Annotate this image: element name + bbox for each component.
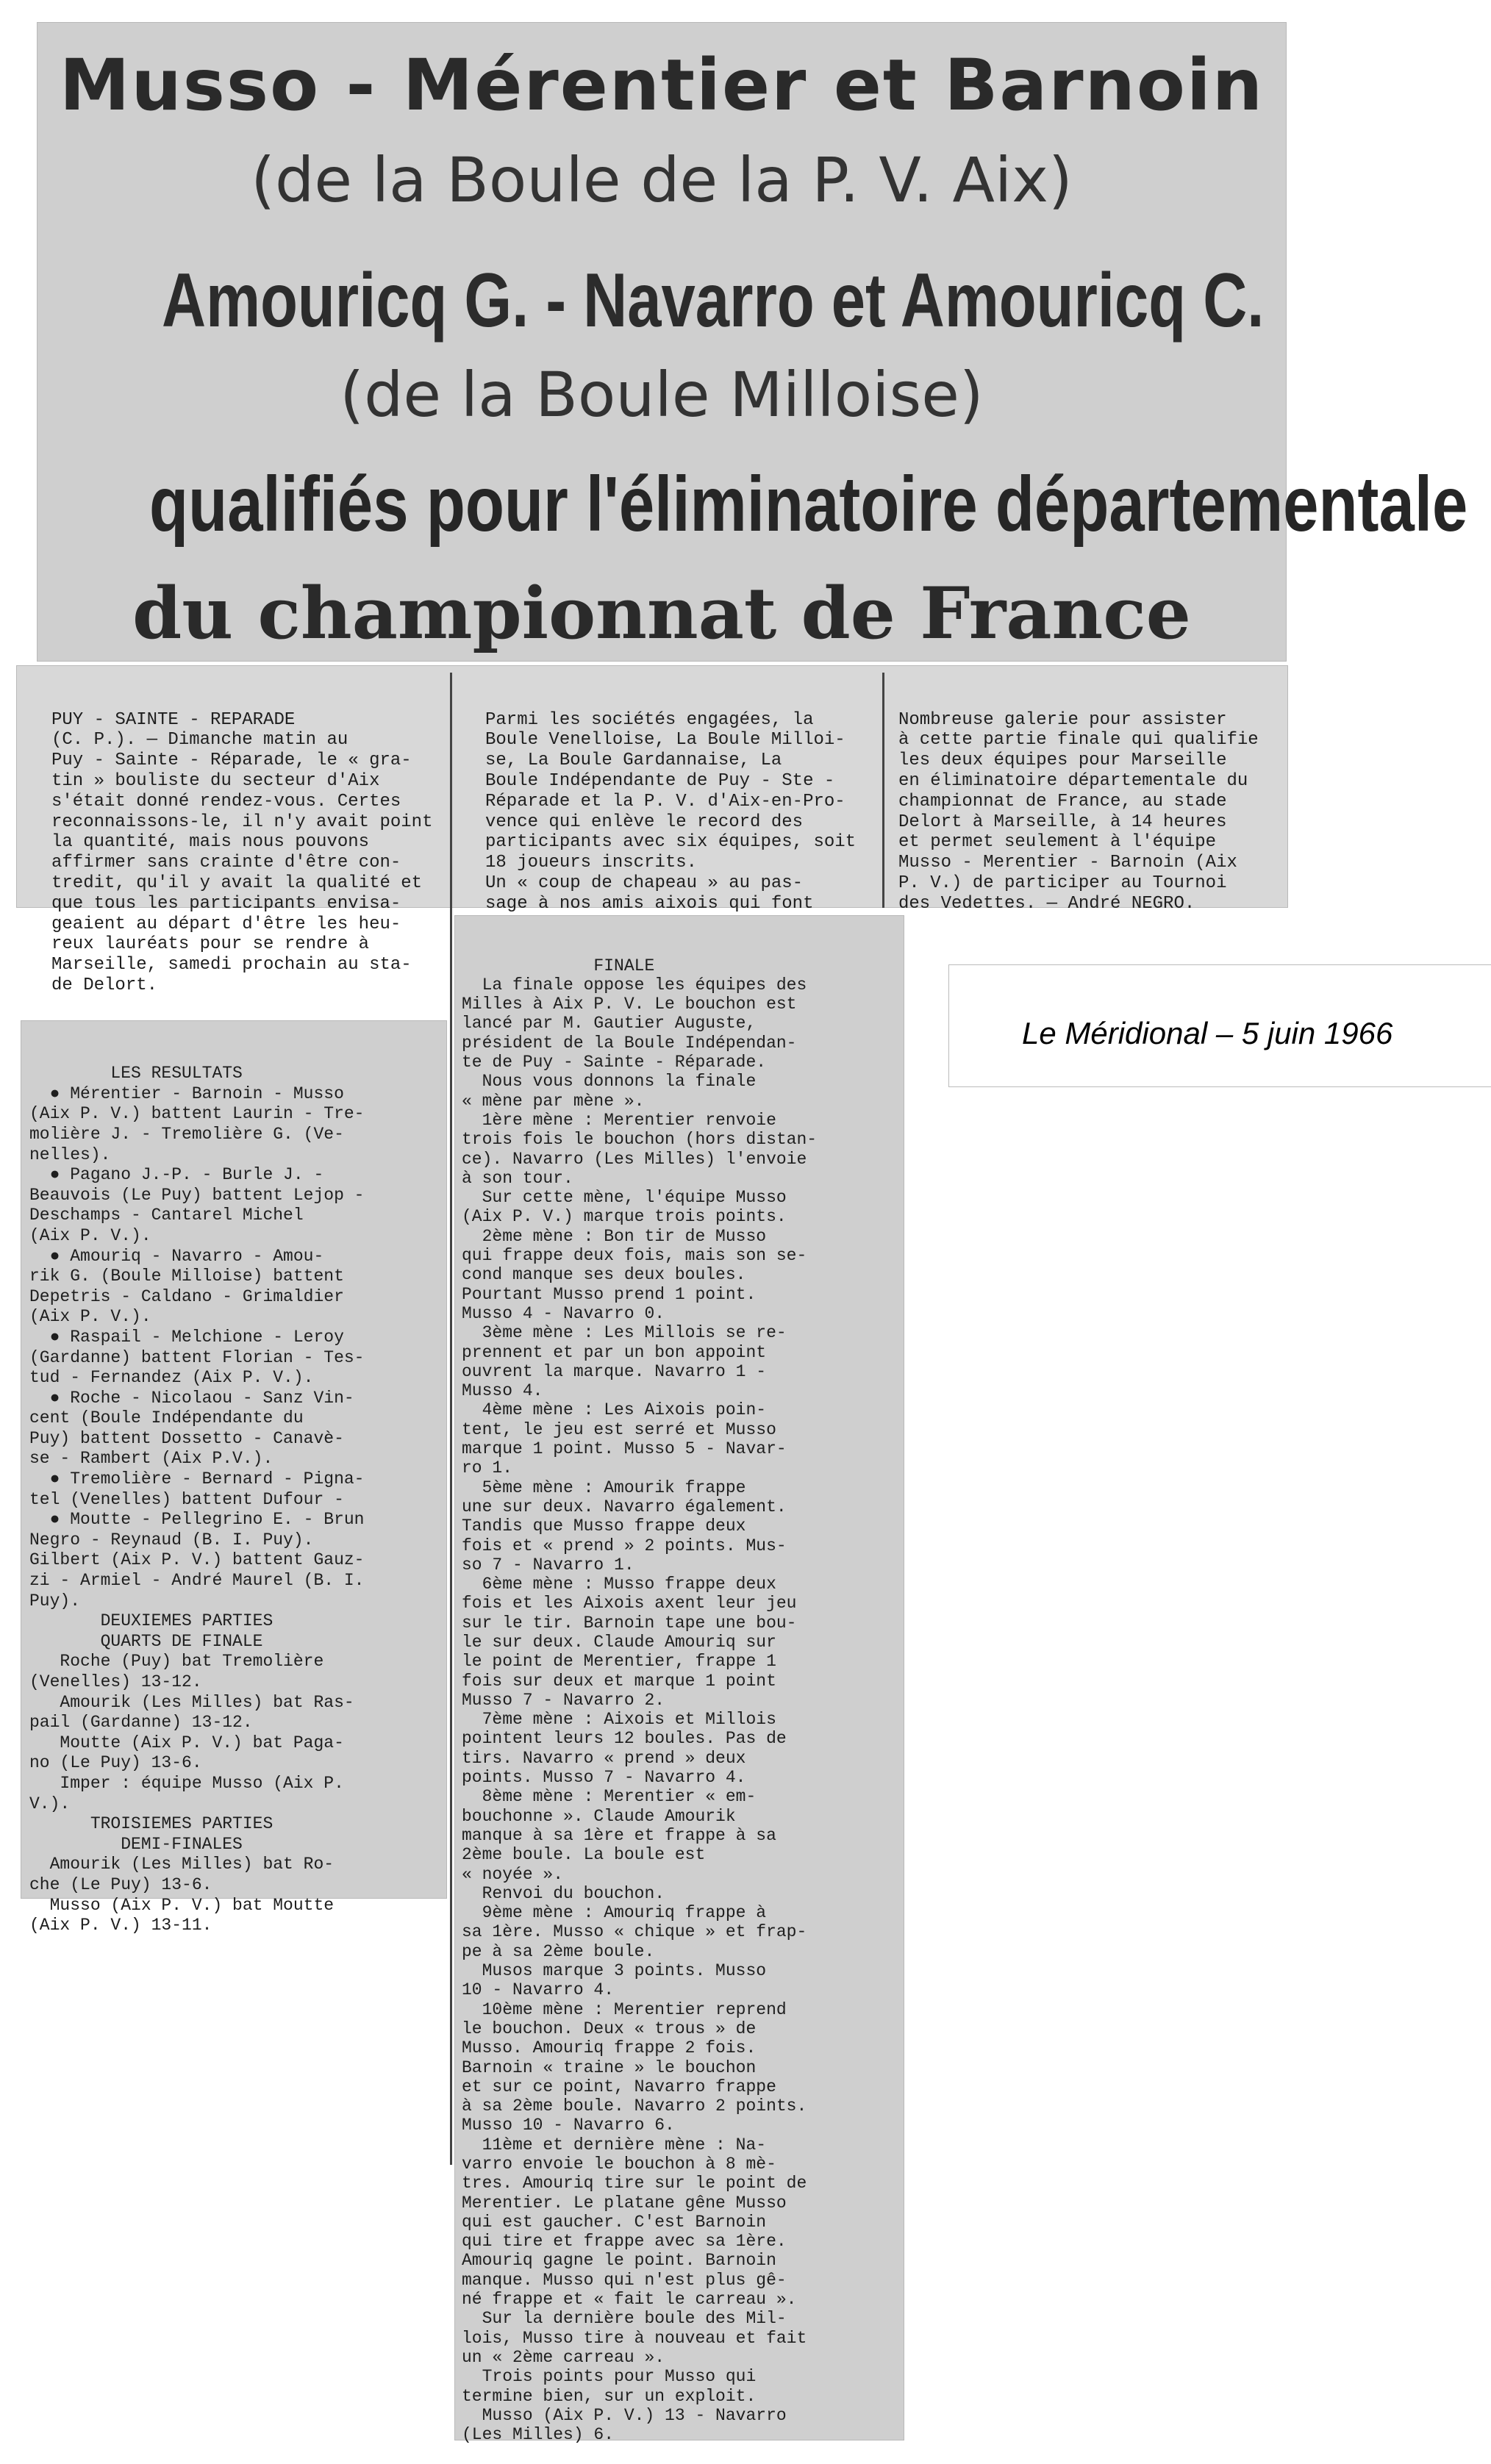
text-line: Musso. Amouriq frappe 2 fois. bbox=[462, 2038, 757, 2058]
text-line: 2ème mène : Bon tir de Musso bbox=[462, 1226, 767, 1246]
text-line: points. Musso 7 - Navarro 4. bbox=[462, 1768, 746, 1788]
byline-top-border bbox=[948, 964, 1491, 965]
intro-column-1 bbox=[51, 669, 432, 1017]
text-line: qui est gaucher. C'est Barnoin bbox=[462, 2212, 767, 2232]
finale-text bbox=[462, 956, 817, 2445]
text-line: que tous les participants envisa- bbox=[51, 893, 401, 914]
text-line: 1ère mène : Merentier renvoie bbox=[462, 1110, 776, 1130]
text-line: nelles). bbox=[29, 1145, 111, 1164]
text-line: Nous vous donnons la finale bbox=[462, 1072, 757, 1092]
text-line: Marseille, samedi prochain au sta- bbox=[51, 955, 412, 975]
text-line: che (Le Puy) 13-6. bbox=[29, 1874, 212, 1894]
text-line: 7ème mène : Aixois et Millois bbox=[462, 1710, 776, 1730]
text-line: ● Roche - Nicolaou - Sanz Vin- bbox=[29, 1388, 354, 1408]
text-line: en éliminatoire départementale du bbox=[898, 770, 1248, 791]
text-line: Trois points pour Musso qui bbox=[462, 2367, 757, 2387]
text-line: ● Moutte - Pellegrino E. - Brun bbox=[29, 1510, 365, 1530]
text-line: reconnaissons-le, il n'y avait point bbox=[51, 812, 433, 832]
text-line: 11ème et dernière mène : Na- bbox=[462, 2135, 767, 2155]
text-line: no (Le Puy) 13-6. bbox=[29, 1753, 202, 1773]
text-line: 10 - Navarro 4. bbox=[462, 1980, 615, 2000]
text-line: Musso 4. bbox=[462, 1381, 543, 1401]
finale-column bbox=[462, 917, 817, 2464]
text-line: « noyée ». bbox=[462, 1864, 564, 1884]
text-line: TROISIEMES PARTIES bbox=[29, 1814, 273, 1834]
text-line: so 7 - Navarro 1. bbox=[462, 1555, 634, 1575]
byline-bottom-border bbox=[948, 1086, 1491, 1087]
text-line: cent (Boule Indépendante du bbox=[29, 1408, 304, 1428]
text-line: fois et les Aixois axent leur jeu bbox=[462, 1594, 797, 1614]
text-line: championnat de France, au stade bbox=[898, 791, 1227, 812]
text-line: « mène par mène ». bbox=[462, 1091, 645, 1111]
text-line: Puy). bbox=[29, 1591, 81, 1611]
text-line: qui frappe deux fois, mais son se- bbox=[462, 1246, 807, 1266]
text-line: le bouchon. Deux « trous » de bbox=[462, 2019, 757, 2038]
text-line: Depetris - Caldano - Grimaldier bbox=[29, 1286, 344, 1306]
text-line: DEMI-FINALES bbox=[29, 1834, 243, 1854]
text-line: sage à nos amis aixois qui font bbox=[485, 893, 814, 914]
text-line: 10ème mène : Merentier reprend bbox=[462, 1999, 787, 2019]
headline-line-1: Musso - Mérentier et Barnoin bbox=[59, 44, 1265, 126]
text-line: ● Pagano J.-P. - Burle J. - bbox=[29, 1165, 324, 1185]
text-line: pail (Gardanne) 13-12. bbox=[29, 1713, 253, 1733]
text-line: sur le tir. Barnoin tape une bou- bbox=[462, 1613, 797, 1633]
text-line: ouvrent la marque. Navarro 1 - bbox=[462, 1361, 767, 1381]
text-line: Puy) battent Dossetto - Canavè- bbox=[29, 1428, 344, 1448]
headline-line-5: qualifiés pour l'éliminatoire départementale bbox=[149, 461, 1468, 548]
text-line: lancé par M. Gautier Auguste, bbox=[462, 1014, 757, 1034]
text-line: Un « coup de chapeau » au pas- bbox=[485, 873, 804, 893]
text-line: Musso (Aix P. V.) 13 - Navarro bbox=[462, 2405, 787, 2425]
text-line: Pourtant Musso prend 1 point. bbox=[462, 1284, 757, 1304]
headline-line-2: (de la Boule de la P. V. Aix) bbox=[251, 144, 1073, 216]
headline-block bbox=[37, 0, 1468, 662]
text-line: Nombreuse galerie pour assister bbox=[898, 709, 1227, 730]
text-line: trois fois le bouchon (hors distan- bbox=[462, 1130, 818, 1150]
text-line: tirs. Navarro « prend » deux bbox=[462, 1748, 746, 1768]
text-line: marque 1 point. Musso 5 - Navar- bbox=[462, 1439, 787, 1459]
text-line: Musso 7 - Navarro 2. bbox=[462, 1690, 665, 1710]
text-line: varro envoie le bouchon à 8 mè- bbox=[462, 2155, 776, 2174]
text-line: Tandis que Musso frappe deux bbox=[462, 1516, 746, 1536]
text-line: la quantité, mais nous pouvons bbox=[51, 832, 370, 853]
text-line: 6ème mène : Musso frappe deux bbox=[462, 1575, 776, 1594]
text-line: tent, le jeu est serré et Musso bbox=[462, 1419, 776, 1439]
text-line: V.). bbox=[29, 1794, 71, 1813]
text-line: tres. Amouriq tire sur le point de bbox=[462, 2174, 807, 2193]
text-line: Parmi les sociétés engagées, la bbox=[485, 709, 814, 730]
text-line: prennent et par un bon appoint bbox=[462, 1342, 767, 1362]
text-line: Beauvois (Le Puy) battent Lejop - bbox=[29, 1185, 365, 1205]
text-line: (Aix P. V.). bbox=[29, 1225, 151, 1245]
text-line: vence qui enlève le record des bbox=[485, 812, 804, 832]
results-text bbox=[29, 1064, 364, 1936]
text-line: des Vedettes. — André NEGRO. bbox=[898, 893, 1195, 914]
text-line: et permet seulement à l'équipe bbox=[898, 832, 1217, 853]
text-line: Renvoi du bouchon. bbox=[462, 1883, 665, 1903]
text-line: 9ème mène : Amouriq frappe à bbox=[462, 1903, 767, 1923]
text-line: (Aix P. V.) 13-11. bbox=[29, 1916, 212, 1935]
text-line: Gilbert (Aix P. V.) battent Gauz- bbox=[29, 1550, 365, 1570]
text-line: ● Raspail - Melchione - Leroy bbox=[29, 1327, 344, 1347]
text-line: Musso - Merentier - Barnoin (Aix bbox=[898, 853, 1237, 873]
text-line: ● Tremolière - Bernard - Pigna- bbox=[29, 1469, 365, 1489]
text-line: (Les Milles) 6. bbox=[462, 2425, 615, 2445]
text-line: 5ème mène : Amourik frappe bbox=[462, 1478, 746, 1497]
text-line: s'était donné rendez-vous. Certes bbox=[51, 791, 401, 812]
text-line: ● Mérentier - Barnoin - Musso bbox=[29, 1084, 344, 1103]
headline-line-4: (de la Boule Milloise) bbox=[340, 359, 984, 431]
text-line: Deschamps - Cantarel Michel bbox=[29, 1206, 304, 1225]
text-line: ● Amouriq - Navarro - Amou- bbox=[29, 1246, 324, 1266]
text-line: zi - Armiel - André Maurel (B. I. bbox=[29, 1571, 365, 1591]
text-line: LES RESULTATS bbox=[29, 1064, 243, 1084]
text-line: le point de Merentier, frappe 1 bbox=[462, 1652, 776, 1672]
text-line: tin » bouliste du secteur d'Aix bbox=[51, 770, 380, 791]
text-line: Imper : équipe Musso (Aix P. bbox=[29, 1773, 344, 1793]
text-line: Musso (Aix P. V.) bat Moutte bbox=[29, 1895, 335, 1915]
text-line: Boule Venelloise, La Boule Milloi- bbox=[485, 730, 845, 751]
byline-left-border bbox=[948, 964, 949, 1086]
text-line: les deux équipes pour Marseille bbox=[898, 751, 1227, 771]
text-line: te de Puy - Sainte - Réparade. bbox=[462, 1053, 767, 1072]
text-line: ce). Navarro (Les Milles) l'envoie bbox=[462, 1149, 807, 1169]
text-line: Merentier. Le platane gêne Musso bbox=[462, 2193, 787, 2213]
text-line: (Aix P. V.) marque trois points. bbox=[462, 1207, 787, 1227]
text-line: Delort à Marseille, à 14 heures bbox=[898, 812, 1227, 832]
text-line: P. V.) de participer au Tournoi bbox=[898, 873, 1227, 893]
text-line: termine bien, sur un exploit. bbox=[462, 2386, 757, 2406]
text-line: sa 1ère. Musso « chique » et frap- bbox=[462, 1922, 807, 1942]
source-byline: Le Méridional – 5 juin 1966 bbox=[1022, 1016, 1393, 1050]
text-line: La finale oppose les équipes des bbox=[462, 975, 807, 995]
intro-column-3 bbox=[898, 669, 1259, 934]
text-line: Amouriq gagne le point. Barnoin bbox=[462, 2251, 776, 2271]
text-line: Boule Indépendante de Puy - Ste - bbox=[485, 770, 835, 791]
text-line: Milles à Aix P. V. Le bouchon est bbox=[462, 995, 797, 1014]
text-line: Barnoin « traine » le bouchon bbox=[462, 2057, 757, 2077]
text-line: molière J. - Tremolière G. (Ve- bbox=[29, 1124, 344, 1144]
text-line: se - Rambert (Aix P.V.). bbox=[29, 1449, 273, 1469]
text-line: 2ème boule. La boule est bbox=[462, 1845, 706, 1865]
text-line: reux lauréats pour se rendre à bbox=[51, 934, 370, 955]
results-column bbox=[29, 1023, 364, 1956]
text-line: qui tire et frappe avec sa 1ère. bbox=[462, 2232, 787, 2252]
text-line: Negro - Reynaud (B. I. Puy). bbox=[29, 1530, 314, 1550]
text-line: de Delort. bbox=[51, 975, 158, 995]
text-line: et sur ce point, Navarro frappe bbox=[462, 2077, 776, 2096]
text-line: bouchonne ». Claude Amourik bbox=[462, 1806, 736, 1826]
text-line: un « 2ème carreau ». bbox=[462, 2347, 665, 2367]
text-line: né frappe et « fait le carreau ». bbox=[462, 2290, 797, 2310]
text-line: participants avec six équipes, soit bbox=[485, 832, 857, 853]
text-line: Musos marque 3 points. Musso bbox=[462, 1961, 767, 1981]
headline-line-6: du championnat de France bbox=[132, 572, 1191, 655]
text-line: fois sur deux et marque 1 point bbox=[462, 1671, 776, 1691]
text-line: Réparade et la P. V. d'Aix-en-Pro- bbox=[485, 791, 845, 812]
text-line: manque à sa 1ère et frappe à sa bbox=[462, 1825, 776, 1845]
text-line: (Aix P. V.) battent Laurin - Tre- bbox=[29, 1104, 365, 1124]
text-line: Amourik (Les Milles) bat Ras- bbox=[29, 1692, 354, 1712]
text-line: le sur deux. Claude Amouriq sur bbox=[462, 1632, 776, 1652]
text-line: ro 1. bbox=[462, 1458, 513, 1478]
text-line: à cette partie finale qui qualifie bbox=[898, 730, 1259, 751]
text-line: Musso 4 - Navarro 0. bbox=[462, 1303, 665, 1323]
text-line: (Gardanne) battent Florian - Tes- bbox=[29, 1347, 365, 1367]
text-line: président de la Boule Indépendan- bbox=[462, 1033, 797, 1053]
text-line: à son tour. bbox=[462, 1168, 573, 1188]
headline-line-3: Amouricq G. - Navarro et Amouricq C. bbox=[162, 258, 1265, 343]
text-line: QUARTS DE FINALE bbox=[29, 1631, 263, 1651]
text-line: Sur cette mène, l'équipe Musso bbox=[462, 1188, 787, 1208]
text-line: Amourik (Les Milles) bat Ro- bbox=[29, 1855, 335, 1874]
text-line: se, La Boule Gardannaise, La bbox=[485, 751, 782, 771]
text-line: PUY - SAINTE - REPARADE bbox=[51, 709, 296, 730]
text-line: une sur deux. Navarro également. bbox=[462, 1497, 787, 1516]
text-line: Moutte (Aix P. V.) bat Paga- bbox=[29, 1733, 344, 1752]
text-line: tud - Fernandez (Aix P. V.). bbox=[29, 1368, 314, 1388]
text-line: affirmer sans crainte d'être con- bbox=[51, 853, 401, 873]
text-line: 8ème mène : Merentier « em- bbox=[462, 1787, 757, 1807]
text-line: geaient au départ d'être les heu- bbox=[51, 914, 401, 934]
text-line: Roche (Puy) bat Tremolière bbox=[29, 1652, 324, 1672]
text-line: Sur la dernière boule des Mil- bbox=[462, 2309, 787, 2329]
text-line: 18 joueurs inscrits. bbox=[485, 853, 698, 873]
intro-col3-text bbox=[898, 710, 1259, 914]
text-line: DEUXIEMES PARTIES bbox=[29, 1611, 273, 1631]
text-line: manque. Musso qui n'est plus gê- bbox=[462, 2270, 787, 2290]
text-line: pointent leurs 12 boules. Pas de bbox=[462, 1729, 787, 1749]
text-line: fois et « prend » 2 points. Mus- bbox=[462, 1536, 787, 1555]
text-line: lois, Musso tire à nouveau et fait bbox=[462, 2328, 807, 2348]
text-line: (C. P.). — Dimanche matin au bbox=[51, 730, 348, 751]
text-line: cond manque ses deux boules. bbox=[462, 1265, 746, 1285]
text-line: rik G. (Boule Milloise) battent bbox=[29, 1267, 344, 1286]
text-line: pe à sa 2ème boule. bbox=[462, 1941, 655, 1961]
text-line: FINALE bbox=[462, 956, 655, 975]
text-line: (Venelles) 13-12. bbox=[29, 1672, 202, 1691]
text-line: Puy - Sainte - Réparade, le « gra- bbox=[51, 751, 412, 771]
text-line: (Aix P. V.). bbox=[29, 1307, 151, 1327]
text-line: tredit, qu'il y avait la qualité et bbox=[51, 873, 423, 893]
text-line: à sa 2ème boule. Navarro 2 points. bbox=[462, 2096, 807, 2116]
text-line: Musso 10 - Navarro 6. bbox=[462, 2116, 675, 2135]
column-rule-1 bbox=[450, 673, 452, 2165]
text-line: tel (Venelles) battent Dufour - bbox=[29, 1489, 344, 1509]
text-line: 3ème mène : Les Millois se re- bbox=[462, 1323, 787, 1343]
text-line: 4ème mène : Les Aixois poin- bbox=[462, 1400, 767, 1420]
intro-col1-text bbox=[51, 710, 432, 996]
column-rule-2 bbox=[882, 673, 884, 908]
